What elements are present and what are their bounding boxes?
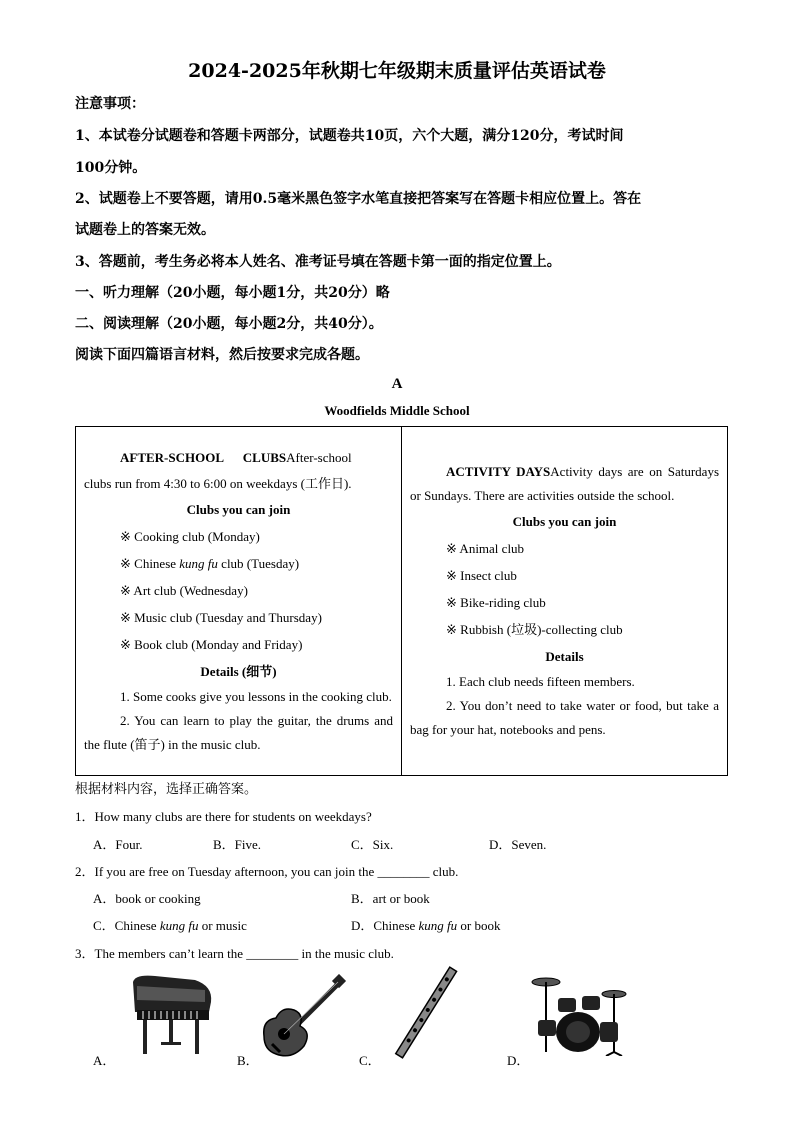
- club-item-kung-fu: ※ Chinese kung fu club (Tuesday): [120, 555, 300, 571]
- section-2-heading: 二、阅读理解（20小题，每小题2分，共40分）。: [75, 316, 383, 332]
- left-detail-2: 2. You can learn to play the guitar, the drums and the flute (笛子) in the music club.: [84, 712, 393, 752]
- club-item-music: ※ Music club (Tuesday and Thursday): [120, 609, 322, 625]
- notice-item-2-line-2: 试题卷上的答案无效。: [75, 222, 215, 238]
- club-item-rubbish-collecting: ※ Rubbish (垃圾)-collecting club: [446, 622, 623, 637]
- section-1-heading: 一、听力理解（20小题，每小题1分，共20分）略: [75, 285, 390, 301]
- page-title: 2024-2025年秋期七年级期末质量评估英语试卷: [188, 60, 606, 82]
- club-item-cooking: ※ Cooking club (Monday): [120, 528, 260, 544]
- activity-days-heading-bold: ACTIVITY DAYS: [446, 464, 551, 479]
- question-3-stem: 3．The members can’t learn the ________ in the music club.: [75, 946, 394, 961]
- right-details-heading: Details: [545, 649, 584, 664]
- notice-item-1-line-1: 1、本试卷分试题卷和答题卡两部分，试题卷共10页，六个大题，满分120分，考试时间: [75, 128, 624, 144]
- activity-days-column: [402, 427, 728, 776]
- after-school-heading: [84, 446, 393, 470]
- notice-item-2-line-1: 2、试题卷上不要答题，请用0.5毫米黑色签字水笔直接把答案写在答题卡相应位置上。答在: [75, 191, 642, 207]
- question-3-option-a[interactable]: A．: [93, 1053, 116, 1068]
- right-detail-1: 1. Each club needs fifteen members.: [446, 674, 635, 689]
- right-clubs-heading: Clubs you can join: [512, 514, 617, 529]
- activity-days-heading: [410, 460, 719, 508]
- question-1-option-d[interactable]: D．Seven.: [489, 837, 547, 852]
- question-2-option-a[interactable]: A．book or cooking: [93, 891, 201, 906]
- club-item-bike-riding: ※ Bike-riding club: [446, 595, 546, 610]
- club-item-book: ※ Book club (Monday and Friday): [120, 636, 303, 652]
- notice-item-1-line-2: 100分钟。: [75, 160, 147, 176]
- task-instruction: 根据材料内容，选择正确答案。: [75, 781, 258, 796]
- question-2-option-c[interactable]: C．Chinese kung fu or music: [93, 918, 247, 933]
- question-3-option-d[interactable]: D．: [507, 1053, 530, 1068]
- notice-item-3: 3、答题前，考生务必将本人姓名、准考证号填在答题卡第一面的指定位置上。: [75, 254, 561, 270]
- club-item-animal: ※ Animal club: [446, 541, 525, 556]
- question-1-option-c[interactable]: C．Six.: [351, 837, 394, 852]
- question-1-stem: 1．How many clubs are there for students on weekdays?: [75, 809, 372, 824]
- question-3-option-c[interactable]: C．: [359, 1053, 381, 1068]
- question-1-option-a[interactable]: A．Four.: [93, 837, 143, 852]
- flute-icon: [384, 966, 470, 1064]
- question-1-option-b[interactable]: B．Five.: [213, 837, 262, 852]
- left-details-heading: Details (细节): [200, 663, 277, 679]
- piano-icon: [125, 972, 215, 1062]
- question-2-option-b[interactable]: B．art or book: [351, 891, 430, 906]
- question-3-option-b[interactable]: B．: [237, 1053, 259, 1068]
- notice-heading: 注意事项：: [75, 96, 145, 112]
- reading-instruction: 阅读下面四篇语言材料，然后按要求完成各题。: [75, 347, 369, 363]
- question-2-option-d[interactable]: D．Chinese kung fu or book: [351, 918, 501, 933]
- club-item-insect: ※ Insect club: [446, 568, 517, 583]
- question-2-stem: 2．If you are free on Tuesday afternoon, you can join the ________ club.: [75, 864, 459, 879]
- clubs-table: [75, 426, 728, 776]
- after-school-heading-rest: After-school: [286, 449, 352, 465]
- club-item-art: ※ Art club (Wednesday): [120, 582, 248, 598]
- left-detail-1: 1. Some cooks give you lessons in the cooking club.: [120, 688, 392, 704]
- after-school-clubs-column: [76, 427, 402, 776]
- passage-label: A: [391, 376, 403, 392]
- after-school-time: clubs run from 4:30 to 6:00 on weekdays (工作日).: [84, 475, 352, 491]
- drums-icon: [528, 972, 630, 1060]
- left-clubs-heading: Clubs you can join: [186, 501, 291, 517]
- right-detail-2: 2. You don’t need to take water or food, but take a bag for your hat, notebooks and pens.: [410, 698, 719, 737]
- after-school-heading-bold: AFTER-SCHOOL CLUBS: [120, 449, 287, 465]
- activity-days-heading-rest: Activity days are on Saturdays or Sundays. There are activities outside the school.: [410, 464, 720, 503]
- school-name: Woodfields Middle School: [324, 403, 470, 418]
- guitar-icon: [258, 974, 348, 1064]
